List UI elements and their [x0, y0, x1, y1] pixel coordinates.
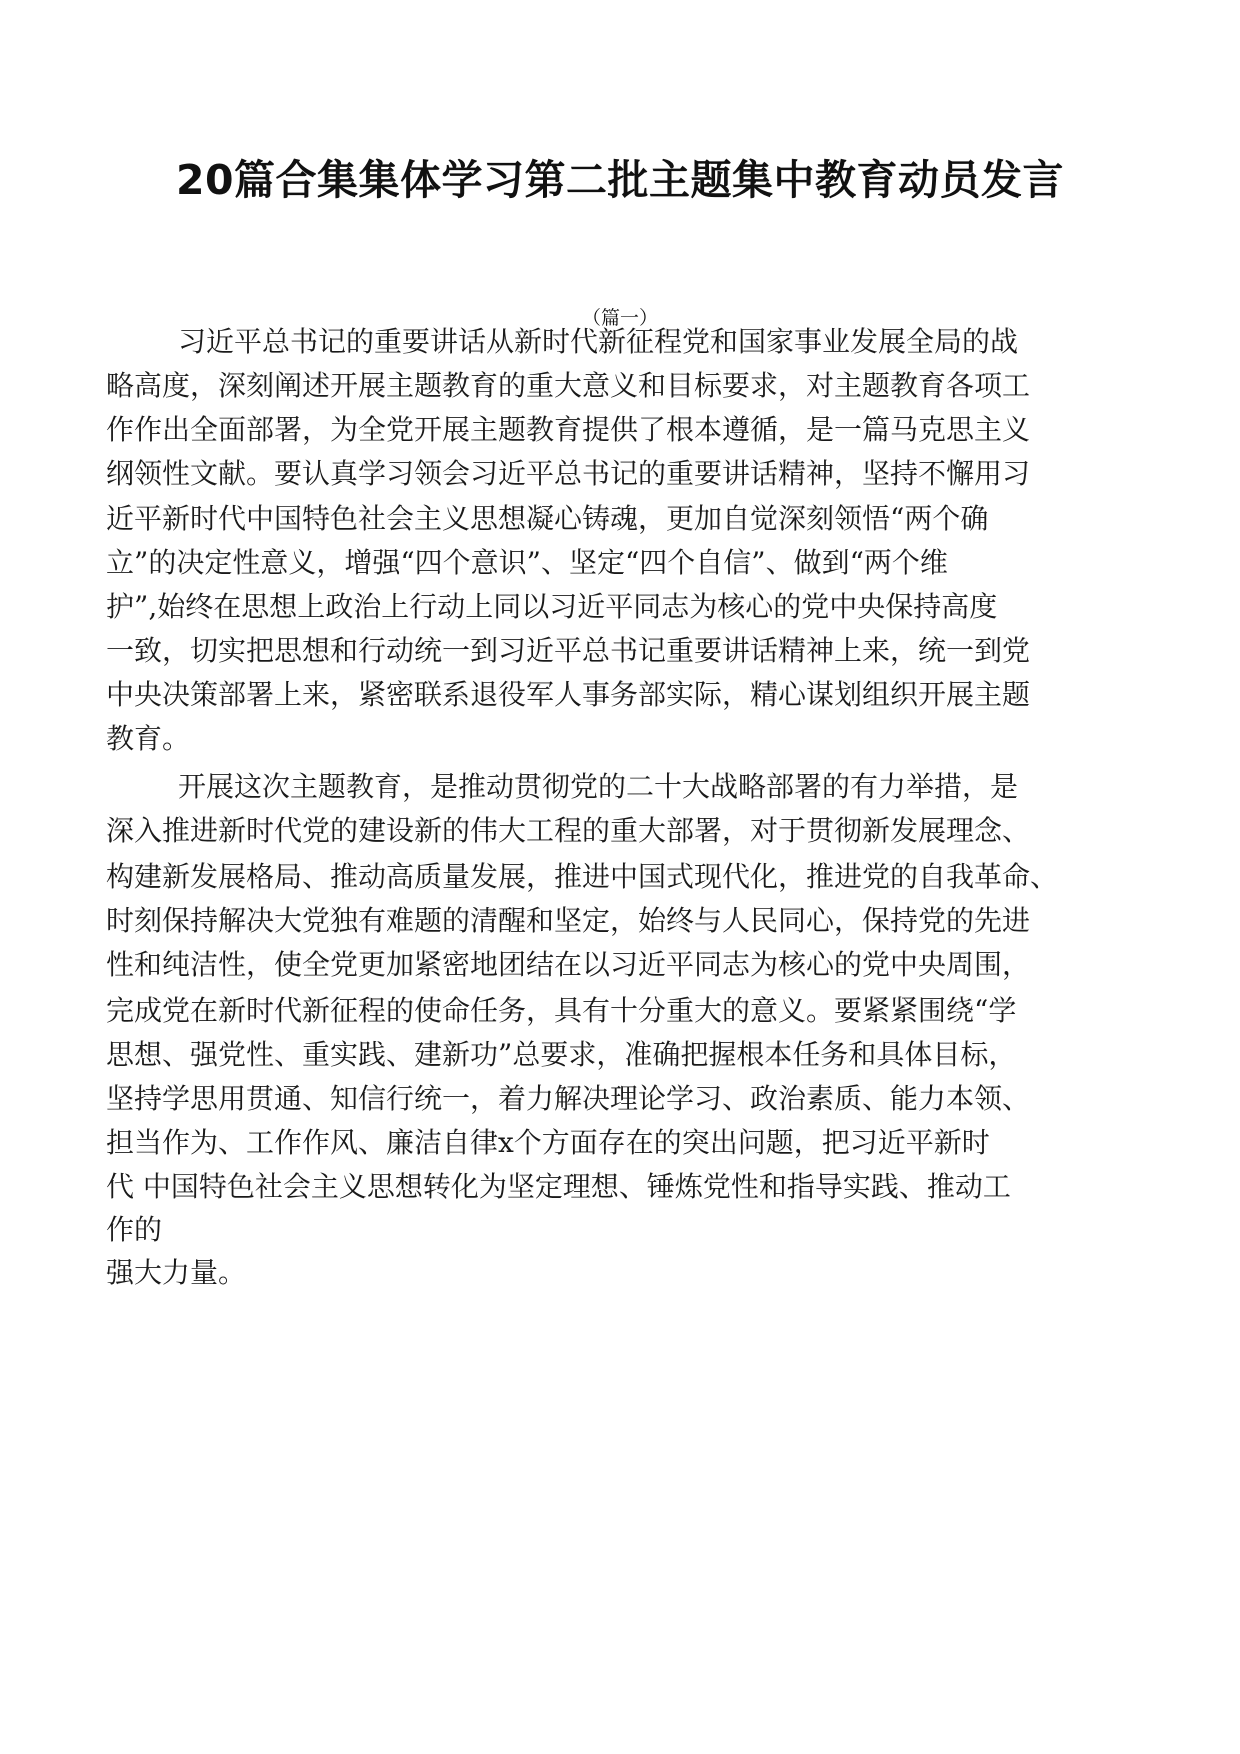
- paragraph-line: 时刻保持解决大党独有难题的清醒和坚定，始终与人民同心，保持党的先进: [106, 904, 1031, 937]
- paragraph-line: 构建新发展格局、推动高质量发展，推进中国式现代化，推进党的自我革命、: [106, 860, 1059, 893]
- paragraph-line: 代 中国特色社会主义思想转化为坚定理想、锤炼党性和指导实践、推动工: [106, 1170, 1011, 1203]
- paragraph-line: 近平新时代中国特色社会主义思想凝心铸魂，更加自觉深刻领悟“两个确: [106, 502, 989, 535]
- paragraph-line: 立”的决定性意义，增强“四个意识”、坚定“四个自信”、做到“两个维: [106, 546, 948, 579]
- paragraph-line: 坚持学思用贯通、知信行统一，着力解决理论学习、政治素质、能力本领、: [106, 1082, 1031, 1115]
- paragraph-line: 护”,始终在思想上政治上行动上同以习近平同志为核心的党中央保持高度: [106, 590, 998, 623]
- paragraph-line: 作的: [106, 1213, 163, 1246]
- paragraph-line: 开展这次主题教育，是推动贯彻党的二十大战略部署的有力举措，是: [178, 770, 1019, 803]
- paragraph-line: 完成党在新时代新征程的使命任务，具有十分重大的意义。要紧紧围绕“学: [106, 994, 1017, 1027]
- paragraph-line: 略高度，深刻阐述开展主题教育的重大意义和目标要求，对主题教育各项工: [106, 369, 1031, 402]
- paragraph-line: 性和纯洁性，使全党更加紧密地团结在以习近平同志为核心的党中央周围，: [106, 948, 1031, 981]
- paragraph-line: 教育。: [106, 722, 191, 755]
- paragraph-line: 担当作为、工作作风、廉洁自律x个方面存在的突出问题，把习近平新时: [106, 1126, 990, 1159]
- paragraph-line: 习近平总书记的重要讲话从新时代新征程党和国家事业发展全局的战: [178, 325, 1019, 358]
- paragraph-line: 深入推进新时代党的建设新的伟大工程的重大部署，对于贯彻新发展理念、: [106, 814, 1031, 847]
- paragraph-line: 中央决策部署上来，紧密联系退役军人事务部实际，精心谋划组织开展主题: [106, 678, 1031, 711]
- section-label: （篇一）: [581, 307, 658, 329]
- document-title: 20篇合集集体学习第二批主题集中教育动员发言: [175, 156, 1065, 204]
- paragraph-line: 强大力量。: [106, 1256, 247, 1289]
- paragraph-line: 思想、强党性、重实践、建新功”总要求，准确把握根本任务和具体目标，: [106, 1038, 1017, 1071]
- paragraph-line: 作作出全面部署，为全党开展主题教育提供了根本遵循，是一篇马克思主义: [106, 413, 1031, 446]
- paragraph-line: 一致，切实把思想和行动统一到习近平总书记重要讲话精神上来，统一到党: [106, 634, 1031, 667]
- paragraph-line: 纲领性文献。要认真学习领会习近平总书记的重要讲话精神，坚持不懈用习: [106, 457, 1031, 490]
